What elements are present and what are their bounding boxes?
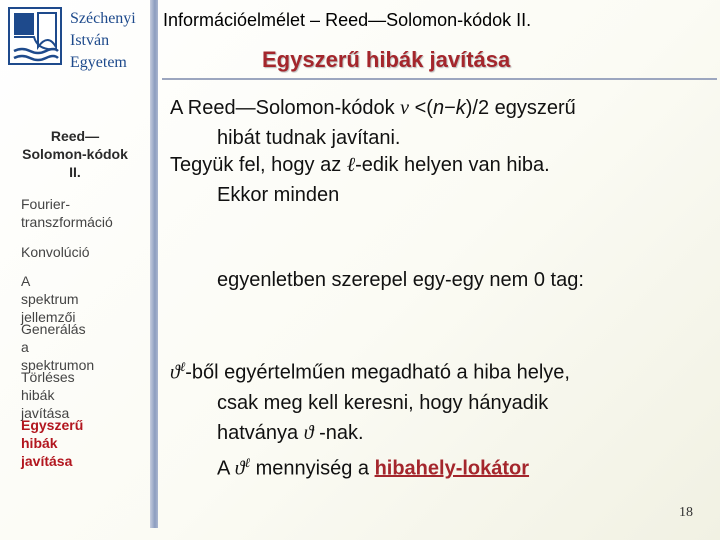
text: Tegyük fel, hogy az	[170, 154, 347, 176]
ell-symbol: ℓ	[346, 154, 356, 176]
slide-header-title: Információelmélet – Reed—Solomon-kódok II.	[163, 10, 532, 30]
university-name	[70, 8, 136, 74]
sidebar-item-label: spektrumon	[21, 357, 95, 373]
sidebar-divider	[150, 0, 158, 528]
sidebar-item-fourier[interactable]	[21, 195, 113, 231]
ell-superscript: ℓ	[179, 359, 186, 374]
sidebar-item-konvolucio[interactable]	[21, 243, 90, 261]
sidebar-item-label: Fourier-	[21, 196, 71, 212]
sidebar-item-label: Törléses hibák	[21, 369, 75, 403]
theta-symbol: ϑ	[234, 457, 245, 480]
sidebar-item-spektrum[interactable]	[21, 272, 79, 326]
theta-symbol: ϑ	[303, 421, 314, 444]
sidebar-item-label: transzformáció	[21, 214, 113, 230]
sidebar-item-generalas[interactable]	[21, 320, 94, 374]
theta-symbol: ϑ	[170, 361, 180, 384]
sidebar-item-label: javítása	[21, 453, 73, 469]
hibahely-lokator-link[interactable]: hibahely-lokátor	[374, 457, 530, 480]
text-line: csak meg kell keresni, hogy hányadik	[217, 391, 549, 414]
slide-title: Egyszerű hibák javítása	[262, 47, 511, 72]
sidebar-item-label: Egyszerű hibák	[21, 417, 84, 451]
sidebar-current-line: II.	[69, 164, 81, 180]
text-line: hibát tudnak javítani.	[217, 127, 401, 149]
sidebar-current-line: Solomon-kódok	[22, 146, 128, 162]
k-symbol: k	[455, 97, 466, 119]
text: -nak.	[313, 421, 364, 444]
title-divider	[162, 78, 717, 80]
text: <(	[409, 97, 433, 119]
text: −	[444, 97, 456, 119]
text: -ből egyértelműen megadható a hiba helye,	[185, 361, 570, 384]
n-symbol: n	[432, 97, 445, 119]
nu-symbol: ν	[400, 97, 410, 119]
university-name-line: Széchenyi	[70, 10, 136, 27]
paragraph-4	[170, 352, 570, 483]
text: )/2 egyszerű	[465, 97, 576, 119]
sidebar-item-label: A spektrum	[21, 273, 79, 307]
text-line: Ekkor minden	[217, 184, 340, 206]
text: -edik helyen van hiba.	[355, 154, 550, 176]
paragraph-2	[170, 150, 550, 210]
sidebar-current-line: Reed—	[50, 128, 100, 144]
sidebar-item-label: jellemzői	[21, 309, 76, 325]
sidebar-item-label: Generálás a	[21, 321, 86, 355]
sidebar-item-egyszeru[interactable]	[21, 416, 83, 470]
text: hatványa	[217, 421, 304, 444]
paragraph-3: egyenletben szerepel egy-egy nem 0 tag:	[217, 269, 584, 291]
university-name-line: István	[70, 32, 110, 49]
sidebar-current-section[interactable]	[0, 127, 150, 181]
ell-superscript: ℓ	[244, 454, 251, 470]
text: mennyiség a	[250, 457, 375, 480]
sidebar-item-label: Konvolúció	[21, 244, 90, 260]
paragraph-1	[170, 93, 576, 153]
text: A	[217, 457, 235, 480]
university-name-line: Egyetem	[70, 54, 127, 71]
sidebar-item-label: javítása	[21, 405, 70, 421]
university-logo-icon	[8, 7, 64, 67]
sidebar-item-torleses[interactable]	[21, 368, 75, 422]
text: A Reed—Solomon-kódok	[170, 97, 401, 119]
page-number: 18	[679, 505, 693, 520]
